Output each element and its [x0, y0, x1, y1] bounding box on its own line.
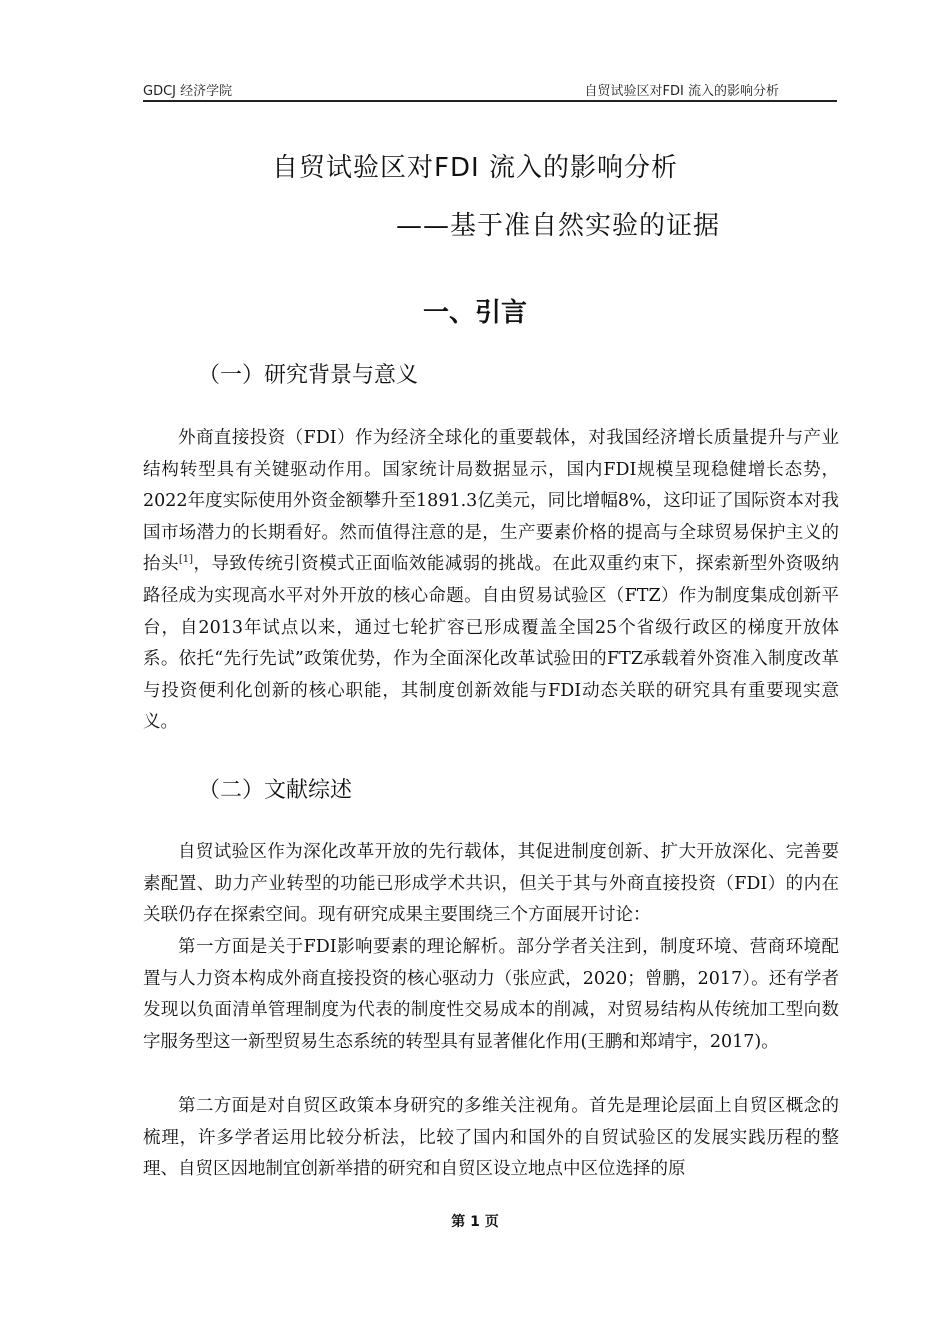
paragraph-background-text-2: ，导致传统引资模式正面临效能减弱的挑战。在此双重约束下，探索新型外资吸纳路径成为实现高水平对外开放的核心命题。自由贸易试验区（FTZ）作为制度集成创新平台，自2013年试点以来，通过七轮扩容已形成覆盖全国25个省级行政区的梯度开放体系。依托“先行先试”政策优势，作为全面深化改革试验田的FTZ承载着外资准入制度改革与投资便利化创新的核心职能，其制度创新效能与FDI动态关联的研究具有重要现实意义。	[143, 554, 840, 733]
paragraph-background-text-1: 外商直接投资（FDI）作为经济全球化的重要载体，对我国经济增长质量提升与产业结构转型具有关键驱动作用。国家统计局数据显示，国内FDI规模呈现稳健增长态势，2022年度实际使用外资金额攀升至1891.3亿美元，同比增幅8%，这印证了国际资本对我国市场潜力的长期看好。然而值得注意的是，生产要素价格的提高与全球贸易保护主义的抬头	[143, 428, 839, 575]
header-left: GDCJ 经济学院	[143, 84, 233, 99]
paragraph-literature-second-aspect: 第二方面是对自贸区政策本身研究的多维关注视角。首先是理论层面上自贸区概念的梳理，许多学者运用比较分析法，比较了国内和国外的自贸试验区的发展实践历程的整理、自贸区因地制宜创新举措的研究和自贸区设立地点中区位选择的原	[143, 1096, 839, 1180]
header-rule	[143, 100, 837, 102]
paper-subtitle: ——基于准自然实验的证据	[396, 211, 721, 241]
subsection-heading-background: （一）研究背景与意义	[198, 363, 419, 388]
section-heading-introduction: 一、引言	[422, 298, 527, 328]
page-number: 第 1 页	[451, 1214, 499, 1230]
subsection-heading-literature-review: （二）文献综述	[198, 778, 353, 803]
paragraph-background	[143, 423, 839, 739]
paper-title: 自贸试验区对FDI 流入的影响分析	[272, 153, 678, 183]
page-header	[143, 78, 837, 100]
paragraph-literature-intro: 自贸试验区作为深化改革开放的先行载体，其促进制度创新、扩大开放深化、完善要素配置、助力产业转型的功能已形成学术共识，但关于其与外商直接投资（FDI）的内在关联仍存在探索空间。现有研究成果主要围绕三个方面展开讨论：	[143, 842, 839, 926]
paragraph-literature-first-aspect: 第一方面是关于FDI影响要素的理论解析。部分学者关注到，制度环境、营商环境配置与人力资本构成外商直接投资的核心驱动力（张应武，2020；曾鹏，2017）。还有学者发现以负面清单管理制度为代表的制度性交易成本的削减，对贸易结构从传统加工型向数字服务型这一新型贸易生态系统的转型具有显著催化作用(王鹏和郑靖宇，2017)。	[143, 937, 839, 1052]
citation-ref-1[interactable]: [1]	[178, 554, 194, 566]
header-right: 自贸试验区对FDI 流入的影响分析	[584, 84, 779, 99]
